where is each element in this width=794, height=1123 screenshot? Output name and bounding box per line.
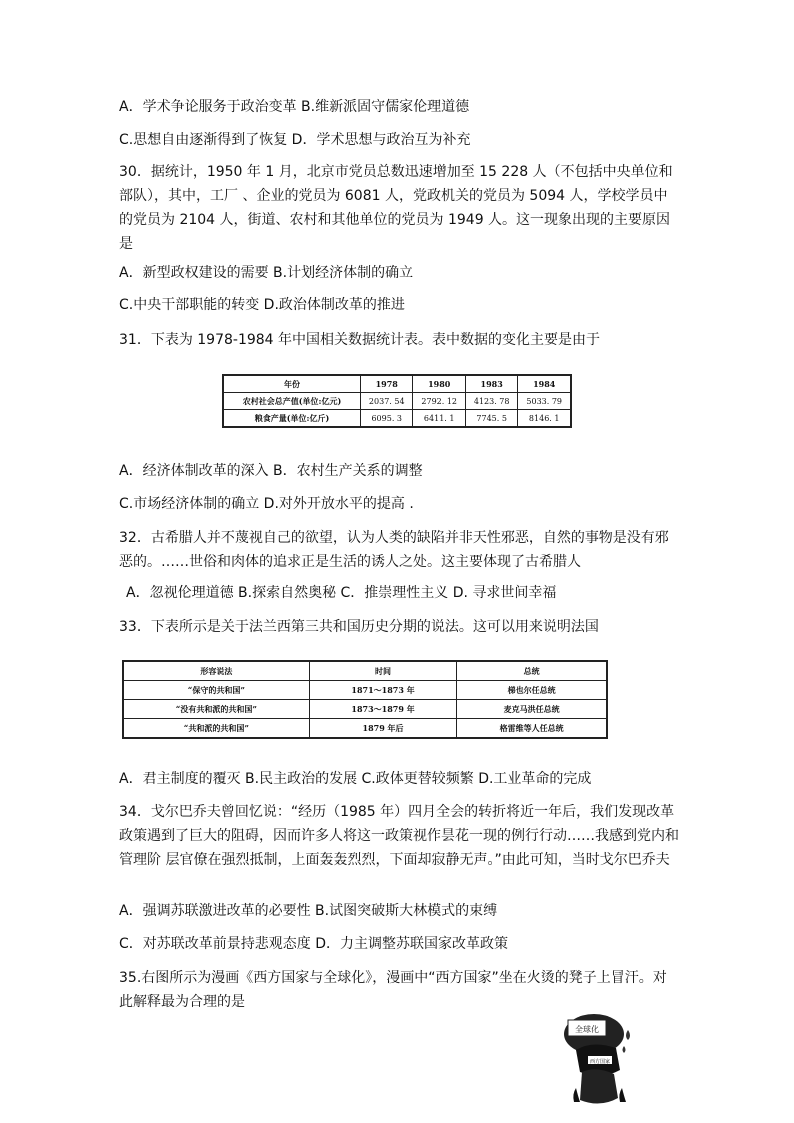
q33-options: A．君主制度的覆灭 B.民主政治的发展 C.政体更替较频繁 D.工业革命的完成 [119,771,592,787]
q31-options-line1: A．经济体制改革的深入 B．农村生产关系的调整 [119,463,423,479]
table-cell: 5033. 79 [518,393,571,410]
table-cell: “没有共和派的共和国” [123,700,309,719]
table-header-cell: 1984 [518,375,571,393]
q30-stem: 30．据统计，1950 年 1 月，北京市党员总数迅速增加至 15 228 人（不包括中央单位和部队），其中，工厂 、企业的党员为 6081 人，党政机关的党员为 5094 人，学校学员中的党员为 2104 人，街道、农村和其他单位的党员为 1949 人。这一现象出现的主要原因是 [119,164,673,252]
table-row [223,410,571,428]
table-cell: 1879 年后 [309,719,457,739]
table-row [123,719,607,739]
q31-options-line2: C.市场经济体制的确立 D.对外开放水平的提高 . [119,496,414,512]
q31-data-table [222,374,572,428]
table-cell: 格雷维等人任总统 [457,719,607,739]
table-cell: 1871～1873 年 [309,681,457,700]
table-header-cell: 总统 [457,661,607,681]
q33-history-table [122,660,608,739]
q33-stem: 33．下表所示是关于法兰西第三共和国历史分期的说法。这可以用来说明法国 [119,619,599,635]
table-cell: 农村社会总产值(单位:亿元) [223,393,361,410]
table-cell: “保守的共和国” [123,681,309,700]
table-cell: 2037. 54 [361,393,413,410]
cartoon-label-globalization: 全球化 [575,1025,599,1034]
table-header-cell: 1980 [413,375,465,393]
globalization-cartoon [562,1010,638,1110]
table-cell: 6095. 3 [361,410,413,428]
table-header-cell: 年份 [223,375,361,393]
table-row [123,700,607,719]
table-header-row [223,375,571,393]
q34-options-line2: C．对苏联改革前景持悲观态度 D．力主调整苏联国家改革政策 [119,936,509,952]
table-cell: 粮食产量(单位:亿斤) [223,410,361,428]
table-cell: 梯也尔任总统 [457,681,607,700]
q31-stem: 31．下表为 1978-1984 年中国相关数据统计表。表中数据的变化主要是由于 [119,332,601,348]
table-cell: 2792. 12 [413,393,465,410]
cartoon-label-west: 西方国家 [589,1059,611,1065]
table-header-cell: 时间 [309,661,457,681]
table-header-cell: 1978 [361,375,413,393]
table-cell: 6411. 1 [413,410,465,428]
q32-options: A．忽视伦理道德 B.探索自然奥秘 C．推崇理性主义 D. 寻求世间幸福 [126,585,557,601]
table-cell: 1873～1879 年 [309,700,457,719]
q30-options-line1: A．新型政权建设的需要 B.计划经济体制的确立 [119,265,414,281]
table-cell: 8146. 1 [518,410,571,428]
q29-options-line1: A．学术争论服务于政治变革 B.维新派固守儒家伦理道德 [119,99,470,115]
q30-options-line2: C.中央干部职能的转变 D.政治体制改革的推进 [119,297,405,313]
q34-options-line1: A．强调苏联激进改革的必要性 B.试图突破斯大林模式的束缚 [119,903,498,919]
q35-stem: 35.右图所示为漫画《西方国家与全球化》，漫画中“西方国家”坐在火烫的凳子上冒汗。对此解释最为合理的是 [119,970,667,1010]
table-row [223,393,571,410]
table-header-cell: 1983 [465,375,517,393]
table-cell: 7745. 5 [465,410,517,428]
table-row [123,681,607,700]
table-header-cell: 形容说法 [123,661,309,681]
table-cell: “共和派的共和国” [123,719,309,739]
table-cell: 4123. 78 [465,393,517,410]
cartoon-drawing [562,1010,638,1110]
table-cell: 麦克马洪任总统 [457,700,607,719]
table-header-row [123,661,607,681]
q29-options-line2: C.思想自由逐渐得到了恢复 D．学术思想与政治互为补充 [119,132,471,148]
q32-stem: 32．古希腊人并不蔑视自己的欲望，认为人类的缺陷并非天性邪恶，自然的事物是没有邪恶的。……世俗和肉体的追求正是生活的诱人之处。这主要体现了古希腊人 [119,530,669,570]
q34-stem: 34．戈尔巴乔夫曾回忆说：“经历（1985 年）四月全会的转折将近一年后，我们发现改革政策遇到了巨大的阻碍，因而许多人将这一政策视作昙花一现的例行行动……我感到党内和管理阶 层官僚在强烈抵制，上面轰轰烈烈，下面却寂静无声。”由此可知，当时戈尔巴乔夫 [119,804,679,868]
